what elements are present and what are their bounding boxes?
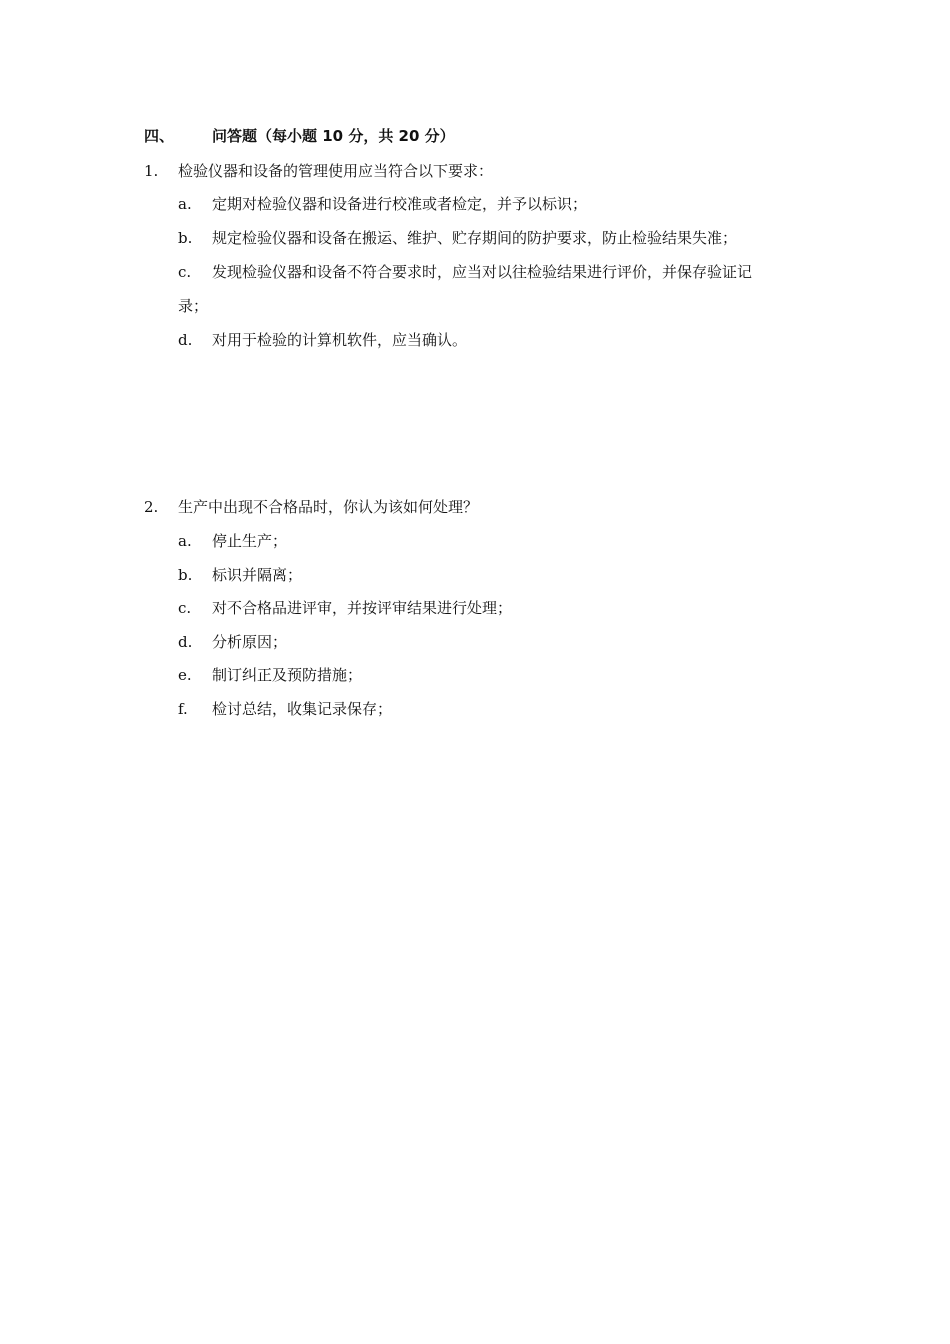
- answer-item-letter: d.: [178, 633, 193, 651]
- answer-item-letter: e.: [178, 666, 192, 684]
- answer-item-letter: a.: [178, 532, 192, 550]
- answer-item-letter: b.: [178, 229, 193, 247]
- answer-item-text: 规定检验仪器和设备在搬运、维护、贮存期间的防护要求，防止检验结果失准；: [212, 229, 738, 247]
- question-number: 2.: [144, 498, 159, 516]
- answer-item-text: 制订纠正及预防措施；: [212, 666, 363, 684]
- section-number: 四、: [144, 127, 175, 145]
- answer-item-letter: a.: [178, 195, 192, 213]
- question-text: 检验仪器和设备的管理使用应当符合以下要求：: [178, 162, 494, 180]
- answer-item-text: 标识并隔离；: [212, 566, 303, 584]
- question-number: 1.: [144, 162, 159, 180]
- question-text: 生产中出现不合格品时，你认为该如何处理？: [178, 498, 479, 516]
- answer-item-text: 检讨总结，收集记录保存；: [212, 700, 393, 718]
- answer-item-text: 对用于检验的计算机软件，应当确认。: [212, 331, 468, 349]
- answer-item-text: 发现检验仪器和设备不符合要求时，应当对以往检验结果进行评价，并保存验证记: [212, 263, 753, 281]
- answer-item-text: 对不合格品进评审，并按评审结果进行处理；: [212, 599, 513, 617]
- section-title: 问答题（每小题 10 分，共 20 分）: [212, 127, 455, 145]
- answer-item-continuation: 录；: [178, 297, 209, 315]
- answer-item-letter: b.: [178, 566, 193, 584]
- answer-item-letter: c.: [178, 599, 192, 617]
- answer-item-letter: d.: [178, 331, 193, 349]
- answer-item-text: 分析原因；: [212, 633, 288, 651]
- answer-item-text: 定期对检验仪器和设备进行校准或者检定，并予以标识；: [212, 195, 588, 213]
- answer-item-letter: c.: [178, 263, 192, 281]
- answer-item-letter: f.: [178, 700, 188, 718]
- answer-item-text: 停止生产；: [212, 532, 288, 550]
